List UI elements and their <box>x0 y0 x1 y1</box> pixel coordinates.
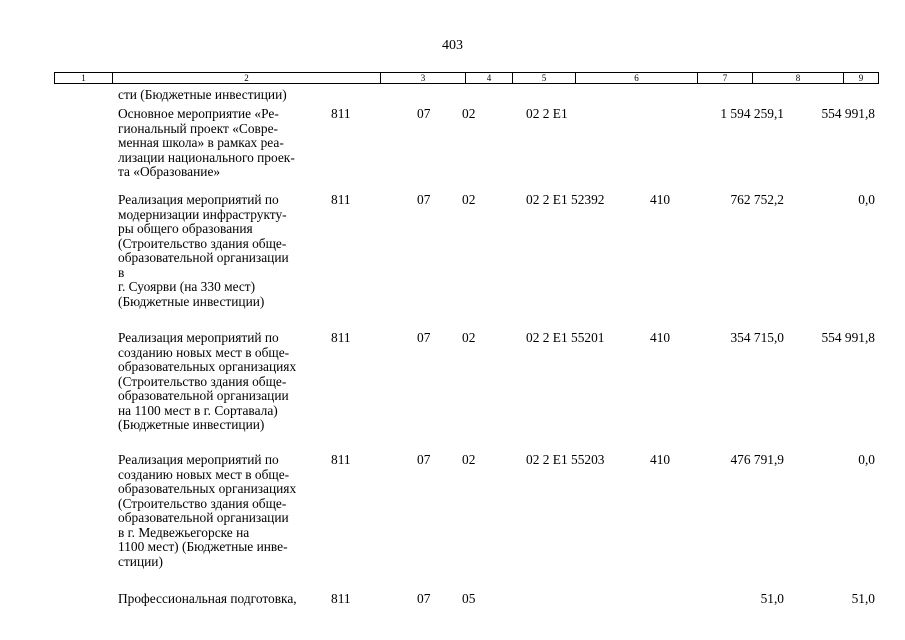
row-description-line: Основное мероприятие «Ре- <box>118 106 279 121</box>
row-description-line: образовательной организации <box>118 510 289 525</box>
table-header <box>54 72 879 84</box>
admin-code: 811 <box>331 192 351 207</box>
admin-code: 811 <box>331 330 351 345</box>
row-description-line: модернизации инфраструкту- <box>118 207 287 222</box>
subsection-code: 02 <box>462 330 476 345</box>
sum-col-8: 51,0 <box>760 591 784 606</box>
subsection-code: 05 <box>462 591 476 606</box>
row-description-line: менная школа» в рамках реа- <box>118 135 284 150</box>
row-description-line: образовательных организациях <box>118 481 297 496</box>
sum-col-8: 354 715,0 <box>730 330 784 345</box>
row-description-line: (Строительство здания обще- <box>118 496 287 511</box>
row-description-line: лизации национального проек- <box>118 150 295 165</box>
row-description-line: Профессиональная подготовка, <box>118 591 297 606</box>
header-col-5: 5 <box>512 73 575 83</box>
row-description-line: в <box>118 265 125 280</box>
row-description-line: образовательных организациях <box>118 359 297 374</box>
expense-type-code: 410 <box>650 330 671 345</box>
row-description-line: 1100 мест) (Бюджетные инве- <box>118 539 288 554</box>
row-description-line: (Бюджетные инвестиции) <box>118 417 265 432</box>
target-code: 02 2 E1 <box>526 106 568 121</box>
row-description-line: созданию новых мест в обще- <box>118 467 290 482</box>
header-col-6: 6 <box>575 73 697 83</box>
header-col-7: 7 <box>697 73 752 83</box>
target-code: 02 2 E1 55203 <box>526 452 605 467</box>
section-code: 07 <box>417 591 431 606</box>
subsection-code: 02 <box>462 452 476 467</box>
header-col-8: 8 <box>752 73 843 83</box>
header-col-3: 3 <box>380 73 465 83</box>
header-col-4: 4 <box>465 73 512 83</box>
row-description-line: гиональный проект «Совре- <box>118 121 278 136</box>
row-description-line: стиции) <box>118 554 163 569</box>
row-description-line: та «Образование» <box>118 164 221 179</box>
section-code: 07 <box>417 192 431 207</box>
sum-col-9: 51,0 <box>851 591 875 606</box>
header-col-9: 9 <box>843 73 878 83</box>
sum-col-9: 0,0 <box>858 192 875 207</box>
row-description-line: Реализация мероприятий по <box>118 330 279 345</box>
header-col-1: 1 <box>81 73 86 83</box>
sum-col-8: 476 791,9 <box>730 452 784 467</box>
section-code: 07 <box>417 330 431 345</box>
sum-col-8: 1 594 259,1 <box>720 106 784 121</box>
target-code: 02 2 E1 55201 <box>526 330 605 345</box>
sum-col-9: 554 991,8 <box>821 106 875 121</box>
header-col-2: 2 <box>112 73 380 83</box>
row-description-line: образовательной организации <box>118 250 289 265</box>
expense-type-code: 410 <box>650 192 671 207</box>
row-description-line: созданию новых мест в обще- <box>118 345 290 360</box>
page-number: 403 <box>442 38 463 53</box>
row-description-line: (Строительство здания обще- <box>118 236 287 251</box>
row-description-line: (Строительство здания обще- <box>118 374 287 389</box>
row-description-line: Реализация мероприятий по <box>118 452 279 467</box>
subsection-code: 02 <box>462 106 476 121</box>
row-description-line: Реализация мероприятий по <box>118 192 279 207</box>
row-description-line: сти (Бюджетные инвестиции) <box>118 87 287 102</box>
row-description-line: ры общего образования <box>118 221 253 236</box>
row-description-line: в г. Медвежьегорске на <box>118 525 250 540</box>
row-description-line: на 1100 мест в г. Сортавала) <box>118 403 278 418</box>
row-description-line: образовательной организации <box>118 388 289 403</box>
subsection-code: 02 <box>462 192 476 207</box>
sum-col-8: 762 752,2 <box>730 192 784 207</box>
row-description-line: г. Суоярви (на 330 мест) <box>118 279 256 294</box>
sum-col-9: 0,0 <box>858 452 875 467</box>
section-code: 07 <box>417 452 431 467</box>
admin-code: 811 <box>331 452 351 467</box>
admin-code: 811 <box>331 591 351 606</box>
row-description-line: (Бюджетные инвестиции) <box>118 294 265 309</box>
expense-type-code: 410 <box>650 452 671 467</box>
section-code: 07 <box>417 106 431 121</box>
target-code: 02 2 E1 52392 <box>526 192 605 207</box>
sum-col-9: 554 991,8 <box>821 330 875 345</box>
admin-code: 811 <box>331 106 351 121</box>
